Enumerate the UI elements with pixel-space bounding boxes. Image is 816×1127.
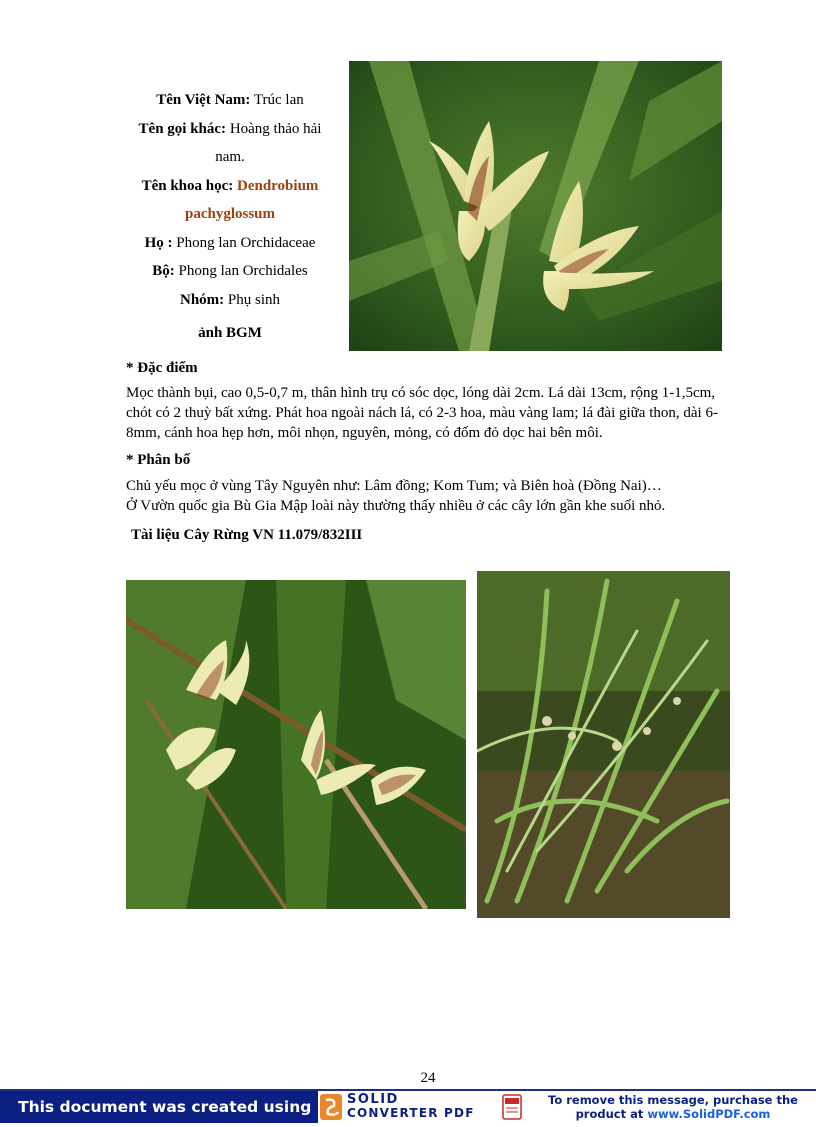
features-text: Mọc thành bụi, cao 0,5-0,7 m, thân hình trụ có sóc dọc, lóng dài 2cm. Lá dài 13cm, rộng 1-1,5cm, chót có 2 thuỳ bất xứng. Phát hoa ngoài nách lá, có 2-3 hoa, màu vàng lam; lá đài giữa thon, dài 6-8mm, cánh hoa hẹp hơn, môi nhọn, nguyên, mỏng, có đốm đỏ dọc hai bên môi.: [126, 385, 718, 441]
features-heading: * Đặc điểm: [126, 360, 198, 376]
other-name-label: Tên gọi khác:: [138, 120, 227, 137]
sci-name-label: Tên khoa học:: [141, 177, 234, 194]
banner-purchase-line: To remove this message, purchase the: [548, 1093, 798, 1107]
solidpdf-link[interactable]: www.SolidPDF.com: [647, 1107, 771, 1121]
order-value: Phong lan Orchidales: [178, 263, 308, 279]
banner-right-text: [530, 1091, 816, 1123]
converter-banner[interactable]: [0, 1089, 816, 1125]
distribution-heading: * Phân bố: [126, 452, 191, 468]
group-line: [126, 286, 334, 315]
banner-left-text: This document was created using: [0, 1091, 318, 1123]
reference-line: Tài liệu Cây Rừng VN 11.079/832III: [131, 527, 363, 543]
order-line: [126, 257, 334, 286]
species-info: [126, 86, 334, 314]
group-label: Nhóm:: [179, 291, 225, 308]
logo-top-text: SOLID: [347, 1092, 399, 1107]
distribution-line-2: Ở Vườn quốc gia Bù Gia Mập loài này thường thấy nhiều ở các cây lớn gần khe suối nhỏ.: [126, 498, 666, 514]
other-name-line: [126, 115, 334, 172]
orchid-flower-photo: [349, 61, 722, 351]
logo-bottom-text: CONVERTER PDF: [347, 1106, 475, 1120]
family-line: [126, 229, 334, 258]
sci-name-line: [126, 172, 334, 229]
other-name-value: Hoàng thảo hải nam.: [215, 120, 322, 165]
orchid-stem-photo: [126, 580, 466, 909]
page-number: 24: [420, 1070, 436, 1086]
orchid-plant-photo: [477, 571, 730, 918]
family-value: Phong lan Orchidaceae: [176, 234, 316, 251]
photo-credit: ảnh BGM: [198, 325, 262, 341]
banner-url-prefix: product at: [575, 1107, 648, 1121]
distribution-line-1: Chủ yếu mọc ở vùng Tây Nguyên như: Lâm đồng; Kom Tum; và Biên hoà (Đồng Nai)…: [126, 478, 662, 494]
vn-name-label: Tên Việt Nam:: [156, 92, 251, 108]
solid-converter-logo[interactable]: [320, 1092, 525, 1122]
order-label: Bộ:: [152, 263, 175, 279]
sci-name-value: Dendrobium pachyglossum: [184, 177, 319, 222]
vn-name-line: [126, 86, 334, 115]
banner-url-line: [530, 1107, 816, 1121]
family-label: Họ :: [144, 234, 173, 251]
group-value: Phụ sinh: [227, 291, 281, 308]
vn-name-value: Trúc lan: [253, 92, 304, 108]
